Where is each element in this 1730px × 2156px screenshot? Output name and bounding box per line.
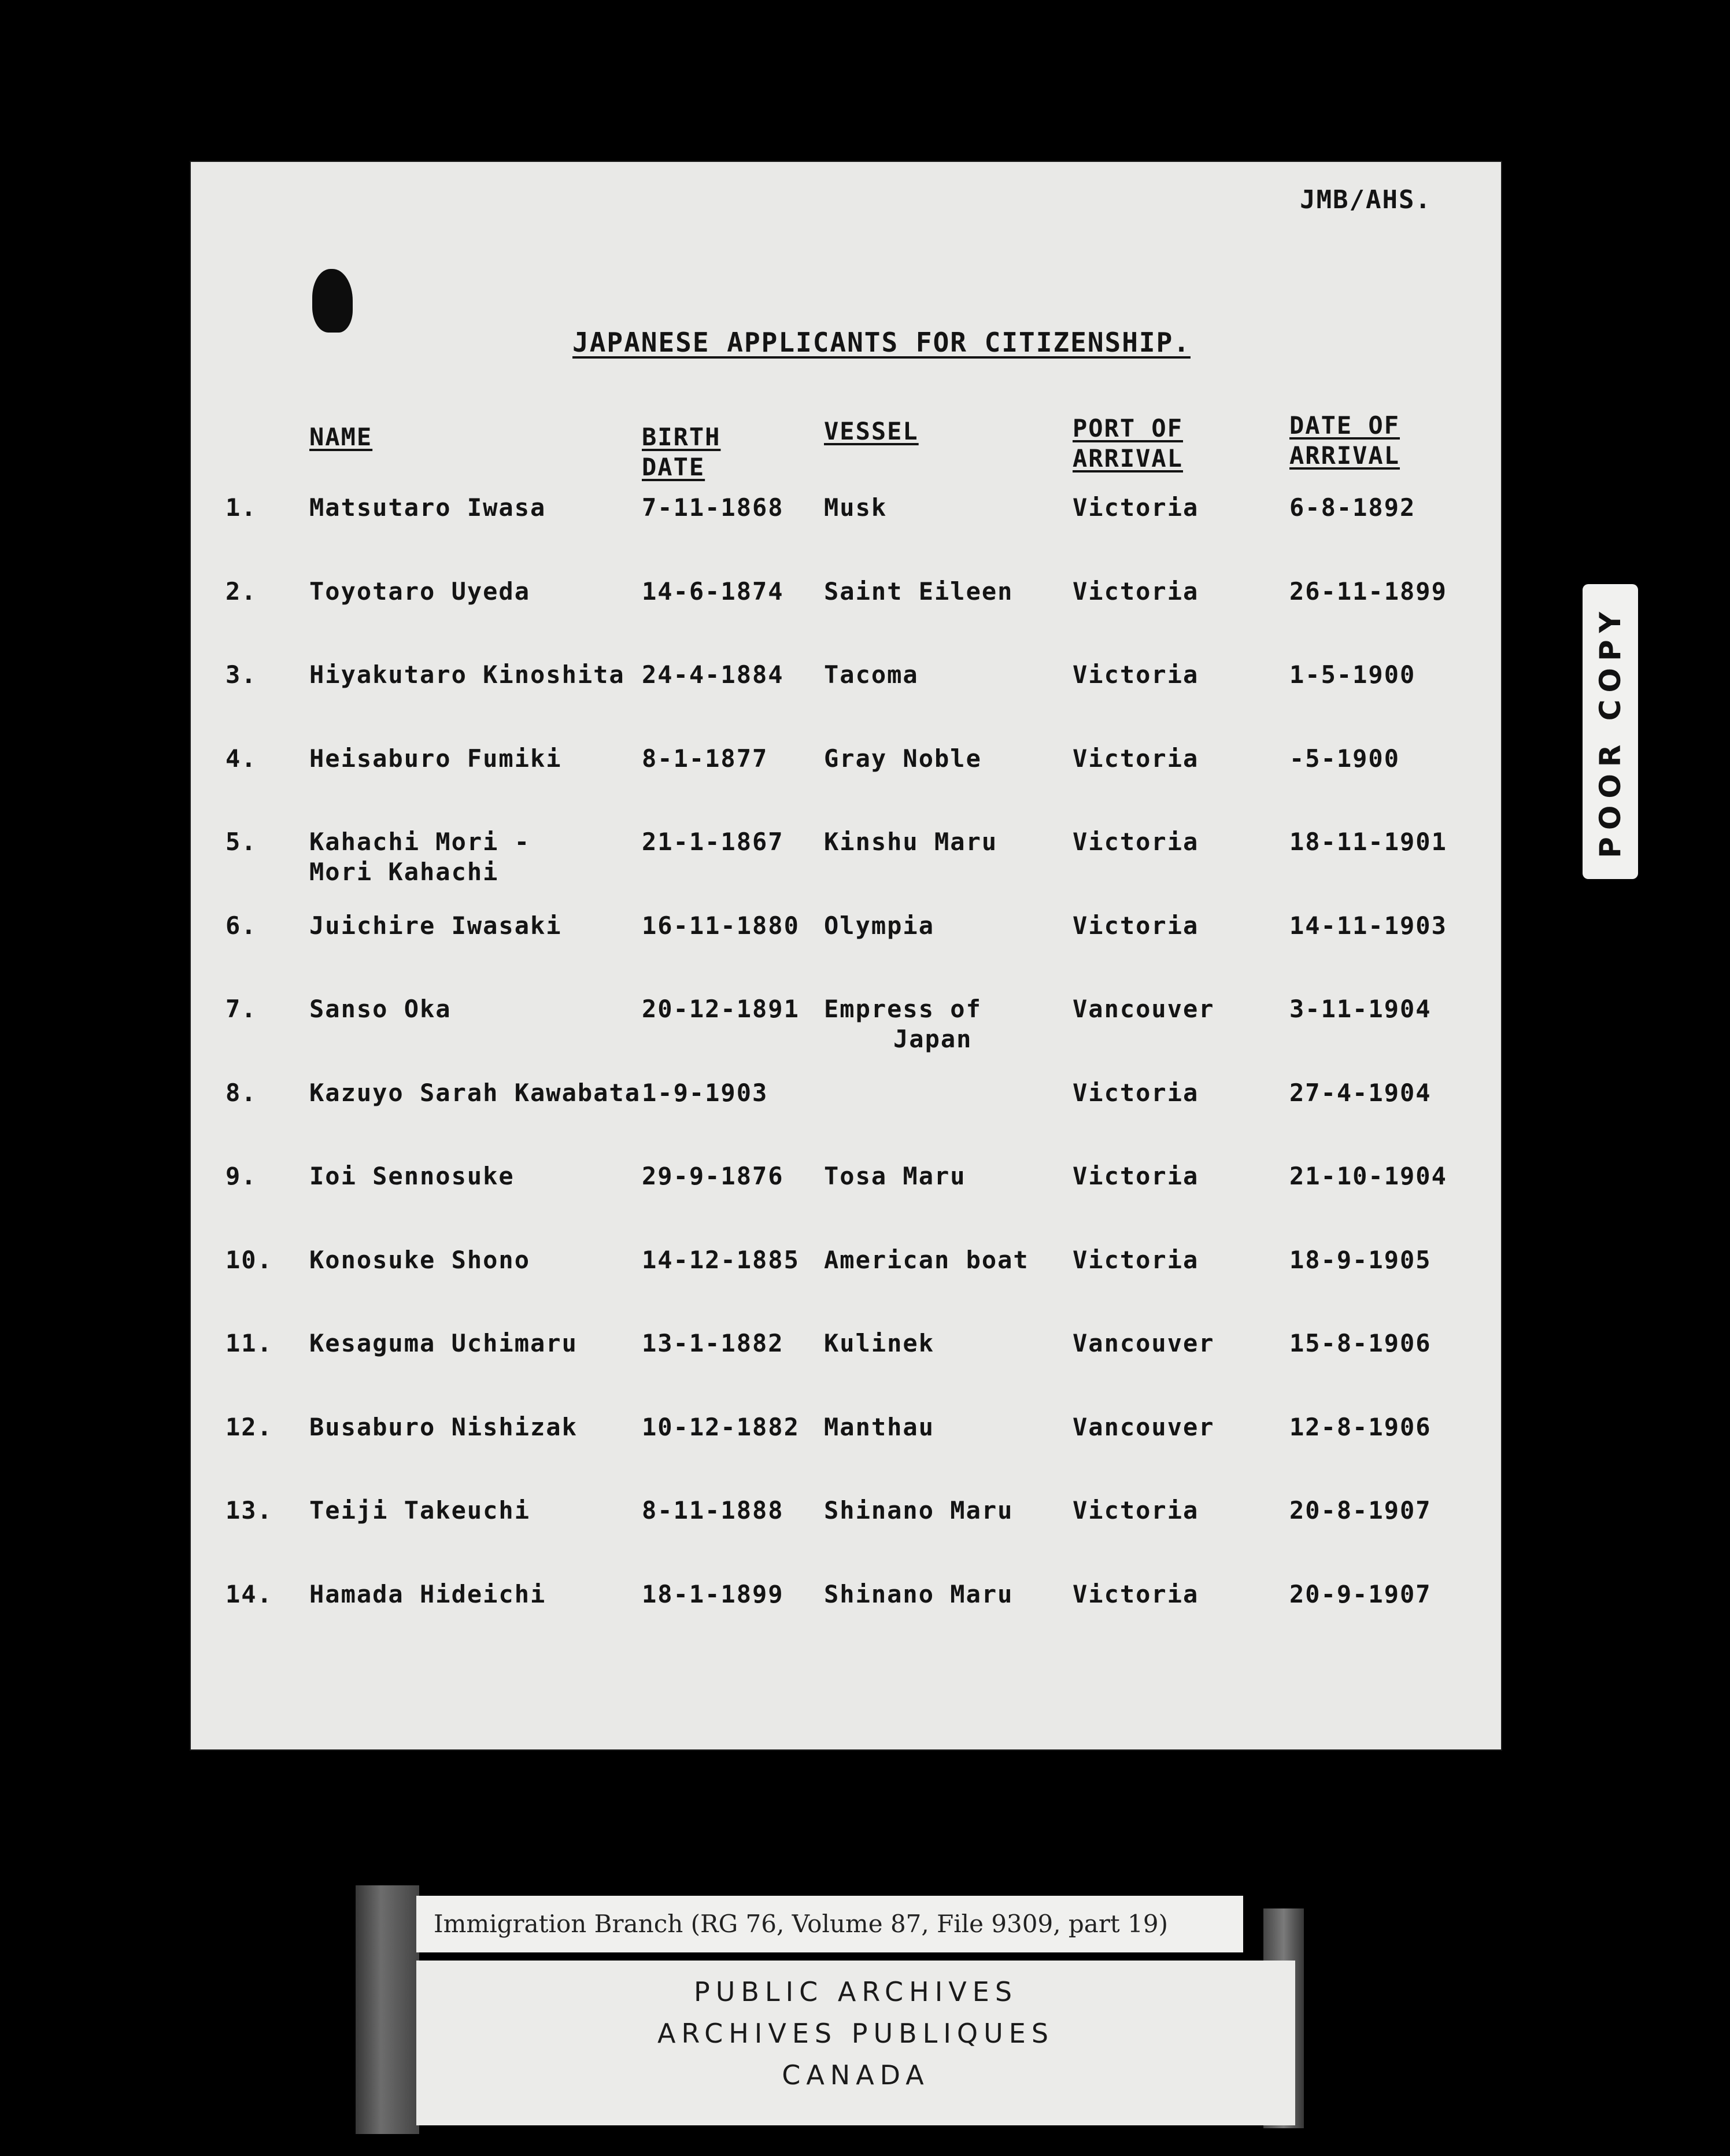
birth-date: 8-11-1888 (642, 1496, 784, 1524)
header-date-of-arrival: DATE OF ARRIVAL (1289, 411, 1400, 470)
applicant-name: Heisaburo Fumiki (309, 744, 562, 773)
port-of-arrival: Victoria (1073, 828, 1199, 856)
applicant-name: Kazuyo Sarah Kawabata (309, 1078, 641, 1107)
vessel: Tosa Maru (824, 1162, 966, 1190)
row-number: 7. (226, 995, 257, 1023)
stamp-line: ARCHIVES PUBLIQUES (657, 2018, 1055, 2049)
table-row (191, 577, 1501, 658)
stamp-line: CANADA (782, 2059, 930, 2091)
row-number: 12. (226, 1412, 273, 1441)
vessel: Kinshu Maru (824, 828, 998, 856)
date-of-arrival: 26-11-1899 (1289, 577, 1447, 606)
birth-date: 21-1-1867 (642, 828, 784, 856)
port-of-arrival: Victoria (1073, 1496, 1199, 1524)
date-of-arrival: 1-5-1900 (1289, 660, 1416, 689)
date-of-arrival: 6-8-1892 (1289, 493, 1416, 522)
birth-date: 16-11-1880 (642, 911, 800, 940)
birth-date: 29-9-1876 (642, 1162, 784, 1190)
header-birth-date: BIRTH DATE (642, 423, 721, 481)
row-number: 2. (226, 577, 257, 606)
date-of-arrival: 3-11-1904 (1289, 995, 1432, 1023)
applicant-table (191, 162, 1501, 1749)
table-row (191, 1328, 1501, 1409)
row-number: 6. (226, 911, 257, 940)
vessel: Manthau (824, 1412, 935, 1441)
vessel: Gray Noble (824, 744, 982, 773)
vessel: Shinano Maru (824, 1579, 1014, 1608)
applicant-name: Sanso Oka (309, 995, 452, 1023)
table-row (191, 660, 1501, 741)
public-archives-stamp (416, 1961, 1295, 2125)
date-of-arrival: -5-1900 (1289, 744, 1400, 773)
vessel: Kulinek (824, 1329, 935, 1357)
applicant-name: Kahachi Mori - Mori Kahachi (309, 828, 531, 886)
date-of-arrival: 21-10-1904 (1289, 1162, 1447, 1190)
vessel: American boat (824, 1245, 1029, 1274)
port-of-arrival: Victoria (1073, 1245, 1199, 1274)
birth-date: 7-11-1868 (642, 493, 784, 522)
poor-copy-label: POOR COPY (1583, 584, 1638, 879)
archive-reference-label: Immigration Branch (RG 76, Volume 87, File 9309, part 19) (416, 1896, 1243, 1952)
table-row (191, 744, 1501, 825)
row-number: 13. (226, 1496, 273, 1524)
port-of-arrival: Victoria (1073, 577, 1199, 606)
table-row (191, 1161, 1501, 1242)
row-number: 3. (226, 660, 257, 689)
row-number: 5. (226, 828, 257, 856)
table-row (191, 994, 1501, 1075)
applicant-name: Ioi Sennosuke (309, 1162, 515, 1190)
row-number: 11. (226, 1329, 273, 1357)
table-row (191, 827, 1501, 908)
vessel: Olympia (824, 911, 935, 940)
birth-date: 14-6-1874 (642, 577, 784, 606)
birth-date: 14-12-1885 (642, 1245, 800, 1274)
date-of-arrival: 14-11-1903 (1289, 911, 1447, 940)
vessel: Musk (824, 493, 888, 522)
birth-date: 13-1-1882 (642, 1329, 784, 1357)
birth-date: 24-4-1884 (642, 660, 784, 689)
port-of-arrival: Victoria (1073, 911, 1199, 940)
port-of-arrival: Victoria (1073, 1078, 1199, 1107)
port-of-arrival: Vancouver (1073, 1412, 1215, 1441)
header-vessel: VESSEL (824, 417, 919, 445)
document-page (191, 162, 1501, 1749)
port-of-arrival: Victoria (1073, 1579, 1199, 1608)
birth-date: 1-9-1903 (642, 1078, 768, 1107)
file-reference: JMB/AHS. (1300, 185, 1432, 215)
table-row (191, 1412, 1501, 1493)
date-of-arrival: 20-9-1907 (1289, 1579, 1432, 1608)
table-row (191, 1496, 1501, 1577)
port-of-arrival: Vancouver (1073, 995, 1215, 1023)
applicant-name: Toyotaro Uyeda (309, 577, 531, 606)
date-of-arrival: 12-8-1906 (1289, 1412, 1432, 1441)
date-of-arrival: 27-4-1904 (1289, 1078, 1432, 1107)
applicant-name: Busaburo Nishizak (309, 1412, 578, 1441)
tape-left (356, 1885, 419, 2134)
vessel: Tacoma (824, 660, 919, 689)
applicant-name: Teiji Takeuchi (309, 1496, 531, 1524)
date-of-arrival: 15-8-1906 (1289, 1329, 1432, 1357)
applicant-name: Kesaguma Uchimaru (309, 1329, 578, 1357)
date-of-arrival: 18-11-1901 (1289, 828, 1447, 856)
vessel: Saint Eileen (824, 577, 1014, 606)
header-name: NAME (309, 423, 373, 451)
document-title: JAPANESE APPLICANTS FOR CITIZENSHIP. (572, 327, 1191, 358)
applicant-name: Konosuke Shono (309, 1245, 531, 1274)
table-row (191, 1245, 1501, 1326)
row-number: 8. (226, 1078, 257, 1107)
stamp-line: PUBLIC ARCHIVES (693, 1976, 1018, 2007)
applicant-name: Juichire Iwasaki (309, 911, 562, 940)
port-of-arrival: Vancouver (1073, 1329, 1215, 1357)
table-row (191, 1078, 1501, 1159)
applicant-name: Matsutaro Iwasa (309, 493, 546, 522)
applicant-name: Hiyakutaro Kinoshita (309, 660, 625, 689)
table-row (191, 911, 1501, 992)
table-row (191, 493, 1501, 574)
vessel: Empress of Japan (824, 995, 982, 1053)
vessel: Shinano Maru (824, 1496, 1014, 1524)
birth-date: 10-12-1882 (642, 1412, 800, 1441)
port-of-arrival: Victoria (1073, 744, 1199, 773)
birth-date: 8-1-1877 (642, 744, 768, 773)
header-port-of-arrival: PORT OF ARRIVAL (1073, 414, 1184, 472)
date-of-arrival: 18-9-1905 (1289, 1245, 1432, 1274)
row-number: 10. (226, 1245, 273, 1274)
port-of-arrival: Victoria (1073, 493, 1199, 522)
birth-date: 18-1-1899 (642, 1579, 784, 1608)
row-number: 14. (226, 1579, 273, 1608)
row-number: 4. (226, 744, 257, 773)
row-number: 1. (226, 493, 257, 522)
date-of-arrival: 20-8-1907 (1289, 1496, 1432, 1524)
table-row (191, 1579, 1501, 1660)
port-of-arrival: Victoria (1073, 1162, 1199, 1190)
port-of-arrival: Victoria (1073, 660, 1199, 689)
birth-date: 20-12-1891 (642, 995, 800, 1023)
row-number: 9. (226, 1162, 257, 1190)
applicant-name: Hamada Hideichi (309, 1579, 546, 1608)
